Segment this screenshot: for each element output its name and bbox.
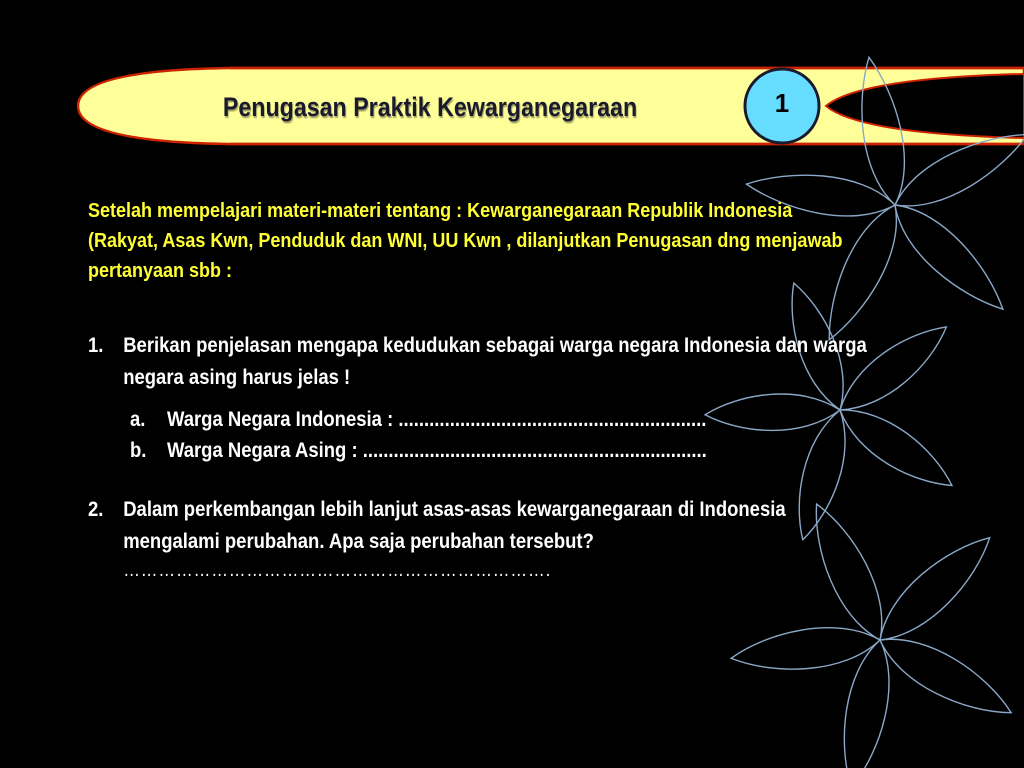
sub-item-text: Warga Negara Indonesia : ............................................................: [166, 408, 707, 431]
question-text: Dalam perkembangan lebih lanjut asas-asas kewarganegaraan di Indonesia mengalami perubahan. Apa saja perubahan tersebut?: [123, 498, 786, 553]
question-text: Berikan penjelasan mengapa kedudukan sebagai warga negara Indonesia dan warga negara asing harus jelas !: [123, 334, 867, 389]
question-number: 1.: [88, 334, 104, 357]
sub-item-a: [130, 404, 816, 435]
answer-dotted-line: ……………………………………………………………….: [123, 560, 552, 581]
sub-item-b: [130, 435, 816, 466]
slide-title: Penugasan Praktik Kewarganegaraan: [222, 92, 638, 122]
sub-item-letter: b.: [130, 439, 147, 462]
sub-item-text: Warga Negara Asing : ...................................................................: [166, 439, 707, 462]
question-1: [88, 330, 880, 394]
question-1-sub-list: [130, 404, 816, 466]
question-2: [88, 494, 880, 584]
question-number: 2.: [88, 498, 104, 521]
sub-item-letter: a.: [130, 408, 146, 431]
slide-number: 1: [774, 88, 790, 118]
intro-paragraph: Setelah mempelajari materi-materi tentang : Kewarganegaraan Republik Indonesia (Rakyat, Asas Kwn, Penduduk dan WNI, UU Kwn , dilanjutkan Penugasan dng menjawab pertanyaan sbb :: [88, 200, 843, 282]
